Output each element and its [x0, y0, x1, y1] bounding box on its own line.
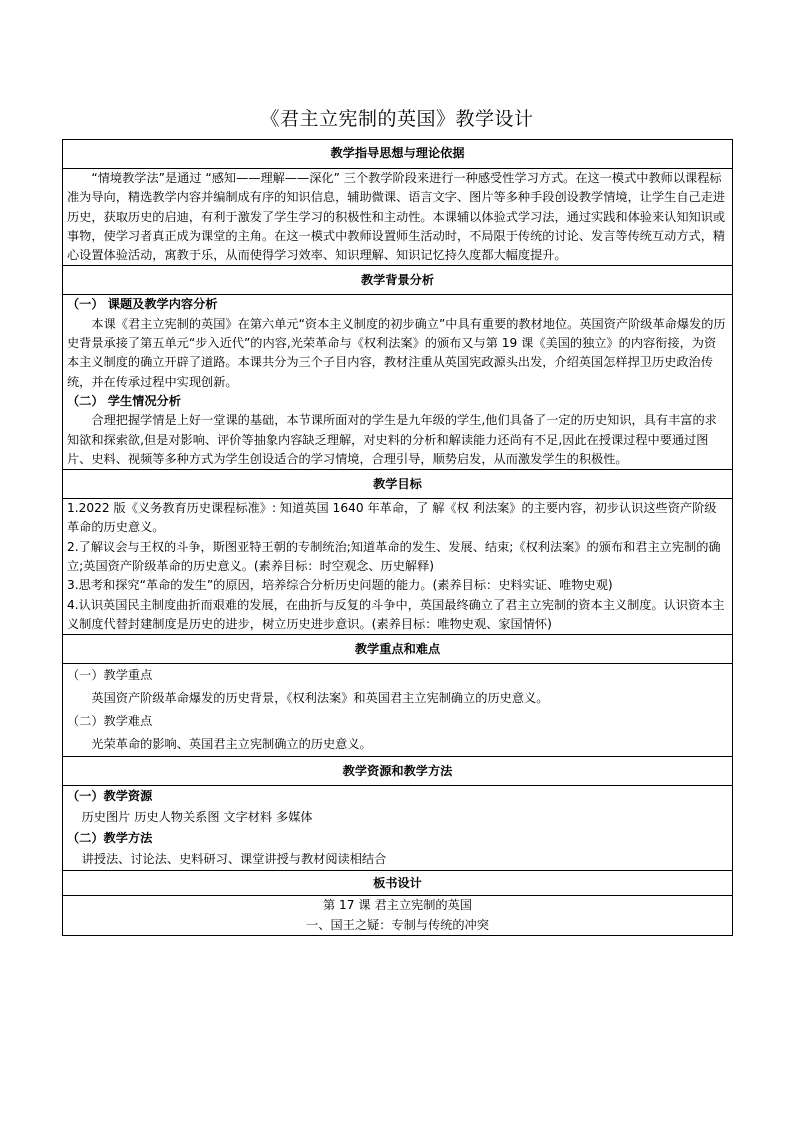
- guiding-heading: 教学指导思想与理论依据: [63, 140, 733, 169]
- objective-item: 1.2022 版《义务教育历史课程标准》: 知道英国 1640 年革命，了 解《权 利法案》的主要内容，初步认识这些资产阶级革命的历史意义。: [67, 501, 717, 535]
- objective-item: 3.思考和探究“革命的发生”的原因，培养综合分析历史问题的能力。(素养目标：史料实证、唯物史观): [67, 578, 613, 593]
- guiding-cell: [63, 169, 733, 266]
- content-analysis-title: （一） 课题及教学内容分析: [67, 297, 218, 312]
- resources-heading: 教学资源和教学方法: [63, 757, 733, 786]
- content-analysis-text: 本课《君主立宪制的英国》在第六单元“资本主义制度的初步确立”中具有重要的教材地位。英国资产阶级革命爆发的历史背景承接了第五单元“步入近代”的内容,光荣革命与《权利法案》的颁布又与第 19 课《美国的独立》的内容衔接，为资本主义制度的确立开辟了道路。本课共分为三个子目内容，教材注重从英国宪政源头出发，介绍英国怎样捍卫历史政治传统，并在传承过程中实现创新。: [67, 316, 726, 389]
- keypoints-heading: 教学重点和难点: [63, 635, 733, 664]
- board-lesson-title: 第 17 课 君主立宪制的英国: [322, 898, 472, 913]
- difficulty-title: （二）教学难点: [67, 714, 153, 729]
- methods-title: （二）教学方法: [67, 831, 153, 846]
- objective-item: 4.认识英国民主制度曲折而艰难的发展，在曲折与反复的斗争中，英国最终确立了君主立宪制的资本主义制度。认识资本主义制度代替封建制度是历史的进步，树立历史进步意识。(素养目标：唯物史观、家国情怀): [67, 597, 725, 631]
- background-cell: [63, 295, 733, 470]
- resources-title: （一）教学资源: [67, 789, 153, 804]
- key-point-text: 英国资产阶级革命爆发的历史背景，《权利法案》和英国君主立宪制确立的历史意义。: [91, 691, 549, 706]
- objectives-cell: [63, 499, 733, 635]
- board-section-one: 一、国王之疑：专制与传统的冲突: [306, 917, 489, 932]
- board-cell: [63, 896, 733, 936]
- lesson-plan-table: [62, 139, 733, 936]
- key-point-title: （一）教学重点: [67, 668, 153, 683]
- student-analysis-text: 合理把握学情是上好一堂课的基础，本节课所面对的学生是九年级的学生,他们具备了一定的历史知识，具有丰富的求知欲和探索欲,但是对影响、评价等抽象内容缺乏理解，对史料的分析和解读能力还尚有不足,因此在授课过程中要通过图片、史料、视频等多种方式为学生创设适合的学习情境，合理引导，顺势启发，从而激发学生的积极性。: [67, 413, 717, 466]
- methods-text: 讲授法、讨论法、史料研习、课堂讲授与教材阅读相结合: [81, 852, 387, 867]
- objectives-heading: 教学目标: [63, 470, 733, 499]
- difficulty-text: 光荣革命的影响、英国君主立宪制确立的历史意义。: [91, 737, 372, 752]
- background-heading: 教学背景分析: [63, 266, 733, 295]
- guiding-paragraph: “情境教学法”是通过 “感知——理解——深化” 三个教学阶段来进行一种感受性学习方式。在这一模式中教师以课程标准为导向，精选教学内容并编制成有序的知识信息，辅助微课、语言文字、图片等多种手段创设教学情境，让学生自己走进历史，获取历史的启迪，有利于激发了学生学习的积极性和主动性。本课辅以体验式学习法，通过实践和体验来认知知识或事物，使学习者真正成为课堂的主角。在这一模式中教师设置师生活动时，不局限于传统的讨论、发言等传统互动方式，精心设置体验活动，寓教于乐，从而使得学习效率、知识理解、知识记忆持久度都大幅度提升。: [67, 171, 726, 263]
- student-analysis-title: （二） 学生情况分析: [67, 393, 181, 408]
- resources-text: 历史图片 历史人物关系图 文字材料 多媒体: [81, 810, 313, 825]
- objective-item: 2.了解议会与王权的斗争，斯图亚特王朝的专制统治;知道革命的发生、发展、结束;《权利法案》的颁布和君主立宪制的确立;英国资产阶级革命的历史意义。(素养目标：时空观念、历史解释): [67, 539, 721, 574]
- board-heading: 板书设计: [63, 871, 733, 896]
- keypoints-cell: [63, 664, 733, 757]
- resources-cell: [63, 786, 733, 871]
- document-title: 《君主立宪制的英国》教学设计: [260, 108, 534, 130]
